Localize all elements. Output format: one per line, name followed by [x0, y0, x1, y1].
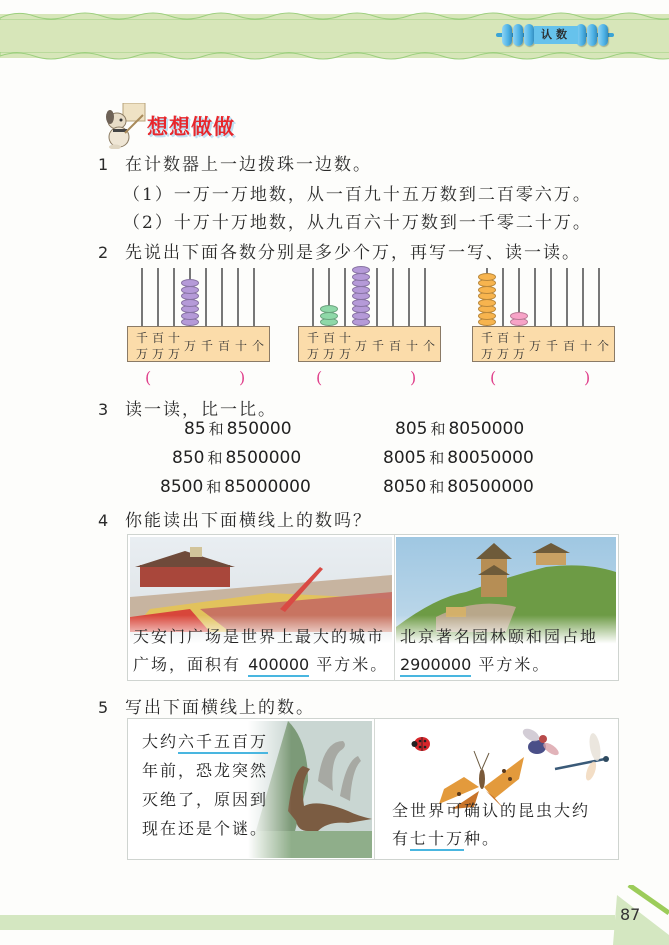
place-value-label: 千 [546, 339, 559, 353]
footer-bar [0, 915, 615, 930]
compare-right-3: 8050 和 80500000 [383, 477, 534, 497]
question-5 [98, 693, 315, 718]
answer-paren-open: ( [145, 368, 152, 387]
abacus-rod [534, 268, 536, 328]
header-wave-top [0, 10, 669, 20]
question-2 [98, 238, 581, 263]
abacus-rod [376, 268, 378, 328]
place-value-label: 万 [152, 347, 165, 361]
place-value-label: 万 [168, 347, 181, 361]
abacus-rod [173, 268, 175, 328]
abacus-place-value-box [127, 326, 270, 362]
underlined-number: 六千五百万 [178, 732, 268, 754]
question-1 [98, 150, 372, 175]
answer-paren-close: ) [584, 368, 591, 387]
abacus-2 [298, 268, 443, 388]
abacus-place-value-box [298, 326, 441, 362]
abacus-rod [502, 268, 504, 328]
question-text: 写出下面横线上的数。 [125, 698, 315, 718]
panel-divider [394, 535, 395, 680]
abacus-rod [344, 268, 346, 328]
abacus-rod [157, 268, 159, 328]
place-value-label: 万 [513, 347, 526, 361]
tiananmen-caption: 天安门广场是世界上最大的城市 广场，面积有 400000 平方米。 [133, 623, 388, 679]
abacus-rod [550, 268, 552, 328]
abacus-bead [352, 266, 370, 274]
question-1-part-1: （1）一万一万地数，从一百九十五万数到二百零六万。 [123, 185, 592, 205]
answer-paren-open: ( [490, 368, 497, 387]
abacus-place-value-box [472, 326, 615, 362]
photo-panel [127, 534, 619, 681]
place-value-label: 十 [513, 331, 526, 345]
place-value-label: 千 [307, 331, 320, 345]
place-value-label: 万 [184, 339, 197, 353]
place-value-label: 百 [152, 331, 165, 345]
abacus-rod [253, 268, 255, 328]
abacus-rod [141, 268, 143, 328]
answer-paren-close: ) [239, 368, 246, 387]
place-value-label: 万 [497, 347, 510, 361]
place-value-label: 千 [372, 339, 385, 353]
compare-left-3: 8500 和 85000000 [160, 477, 311, 497]
question-text: 读一读，比一比。 [125, 400, 277, 420]
place-value-label: 万 [481, 347, 494, 361]
underlined-number: 七十万 [410, 829, 464, 851]
nature-panel [127, 718, 619, 860]
abacus-rod [598, 268, 600, 328]
place-value-label: 十 [168, 331, 181, 345]
abacus-rod [312, 268, 314, 328]
bead-icon [513, 24, 523, 46]
place-value-label: 万 [529, 339, 542, 353]
question-text: 在计数器上一边拨珠一边数。 [125, 155, 372, 175]
compare-right-2: 8005 和 80050000 [383, 448, 534, 468]
abacus-rod [205, 268, 207, 328]
question-number: 5 [98, 698, 109, 717]
place-value-label: 十 [339, 331, 352, 345]
bead-icon [598, 24, 608, 46]
question-number: 2 [98, 243, 109, 262]
place-value-label: 百 [497, 331, 510, 345]
underlined-number: 2900000 [400, 655, 471, 677]
chapter-tag [496, 22, 614, 48]
section-title [97, 103, 257, 149]
insect-caption: 全世界可确认的昆虫大约 有七十万种。 [392, 797, 590, 853]
place-value-label: 千 [201, 339, 214, 353]
compare-left-2: 850 和 8500000 [172, 448, 302, 468]
place-value-label: 千 [136, 331, 149, 345]
question-number: 1 [98, 155, 109, 174]
place-value-label: 万 [307, 347, 320, 361]
underlined-number: 400000 [248, 655, 309, 677]
abacus-rod [392, 268, 394, 328]
abacus-bead [181, 279, 199, 287]
place-value-label: 万 [136, 347, 149, 361]
place-value-label: 万 [339, 347, 352, 361]
abacus-rod [582, 268, 584, 328]
dinosaur-caption: 大约六千五百万 年前，恐龙突然 灭绝了，原因到 现在还是个谜。 [142, 732, 269, 838]
abacus-bead [478, 273, 496, 281]
place-value-label: 个 [597, 339, 610, 353]
place-value-label: 十 [235, 339, 248, 353]
bead-icon [587, 24, 597, 46]
place-value-label: 百 [218, 339, 231, 353]
abacus-rod [408, 268, 410, 328]
abacus-rod [221, 268, 223, 328]
chapter-label: 认数 [534, 26, 578, 44]
answer-paren-open: ( [316, 368, 323, 387]
abacus-rod [566, 268, 568, 328]
abacus-1 [127, 268, 272, 388]
place-value-label: 十 [406, 339, 419, 353]
place-value-label: 十 [580, 339, 593, 353]
question-3 [98, 395, 277, 420]
place-value-label: 千 [481, 331, 494, 345]
question-1-part-2: （2）十万十万地数，从九百六十万数到一千零二十万。 [123, 213, 592, 233]
question-4 [98, 506, 372, 531]
abacus-rod [424, 268, 426, 328]
dragonfly-icon [553, 733, 613, 781]
place-value-label: 万 [355, 339, 368, 353]
question-number: 3 [98, 400, 109, 419]
bead-icon [502, 24, 512, 46]
compare-right-1: 805 和 8050000 [395, 419, 525, 439]
bead-icon [524, 24, 534, 46]
place-value-label: 个 [423, 339, 436, 353]
abacus-bead [320, 305, 338, 313]
place-value-label: 万 [323, 347, 336, 361]
question-text: 你能读出下面横线上的数吗？ [125, 511, 372, 531]
summer-palace-caption: 北京著名园林颐和园占地 2900000 平方米。 [400, 623, 598, 679]
abacus-3 [472, 268, 617, 388]
answer-paren-close: ) [410, 368, 417, 387]
ladybug-icon [411, 735, 431, 753]
place-value-label: 个 [252, 339, 265, 353]
abacus-rod [237, 268, 239, 328]
page-number: 87 [620, 905, 641, 924]
section-title-text: 想想做做 [147, 115, 235, 139]
panel-divider [374, 719, 375, 859]
header-wave-bottom [0, 52, 669, 62]
question-text: 先说出下面各数分别是多少个万，再写一写、读一读。 [125, 243, 581, 263]
question-number: 4 [98, 511, 109, 530]
compare-left-1: 85 和 850000 [184, 419, 292, 439]
place-value-label: 百 [323, 331, 336, 345]
abacus-bead [510, 312, 528, 320]
place-value-label: 百 [563, 339, 576, 353]
place-value-label: 百 [389, 339, 402, 353]
